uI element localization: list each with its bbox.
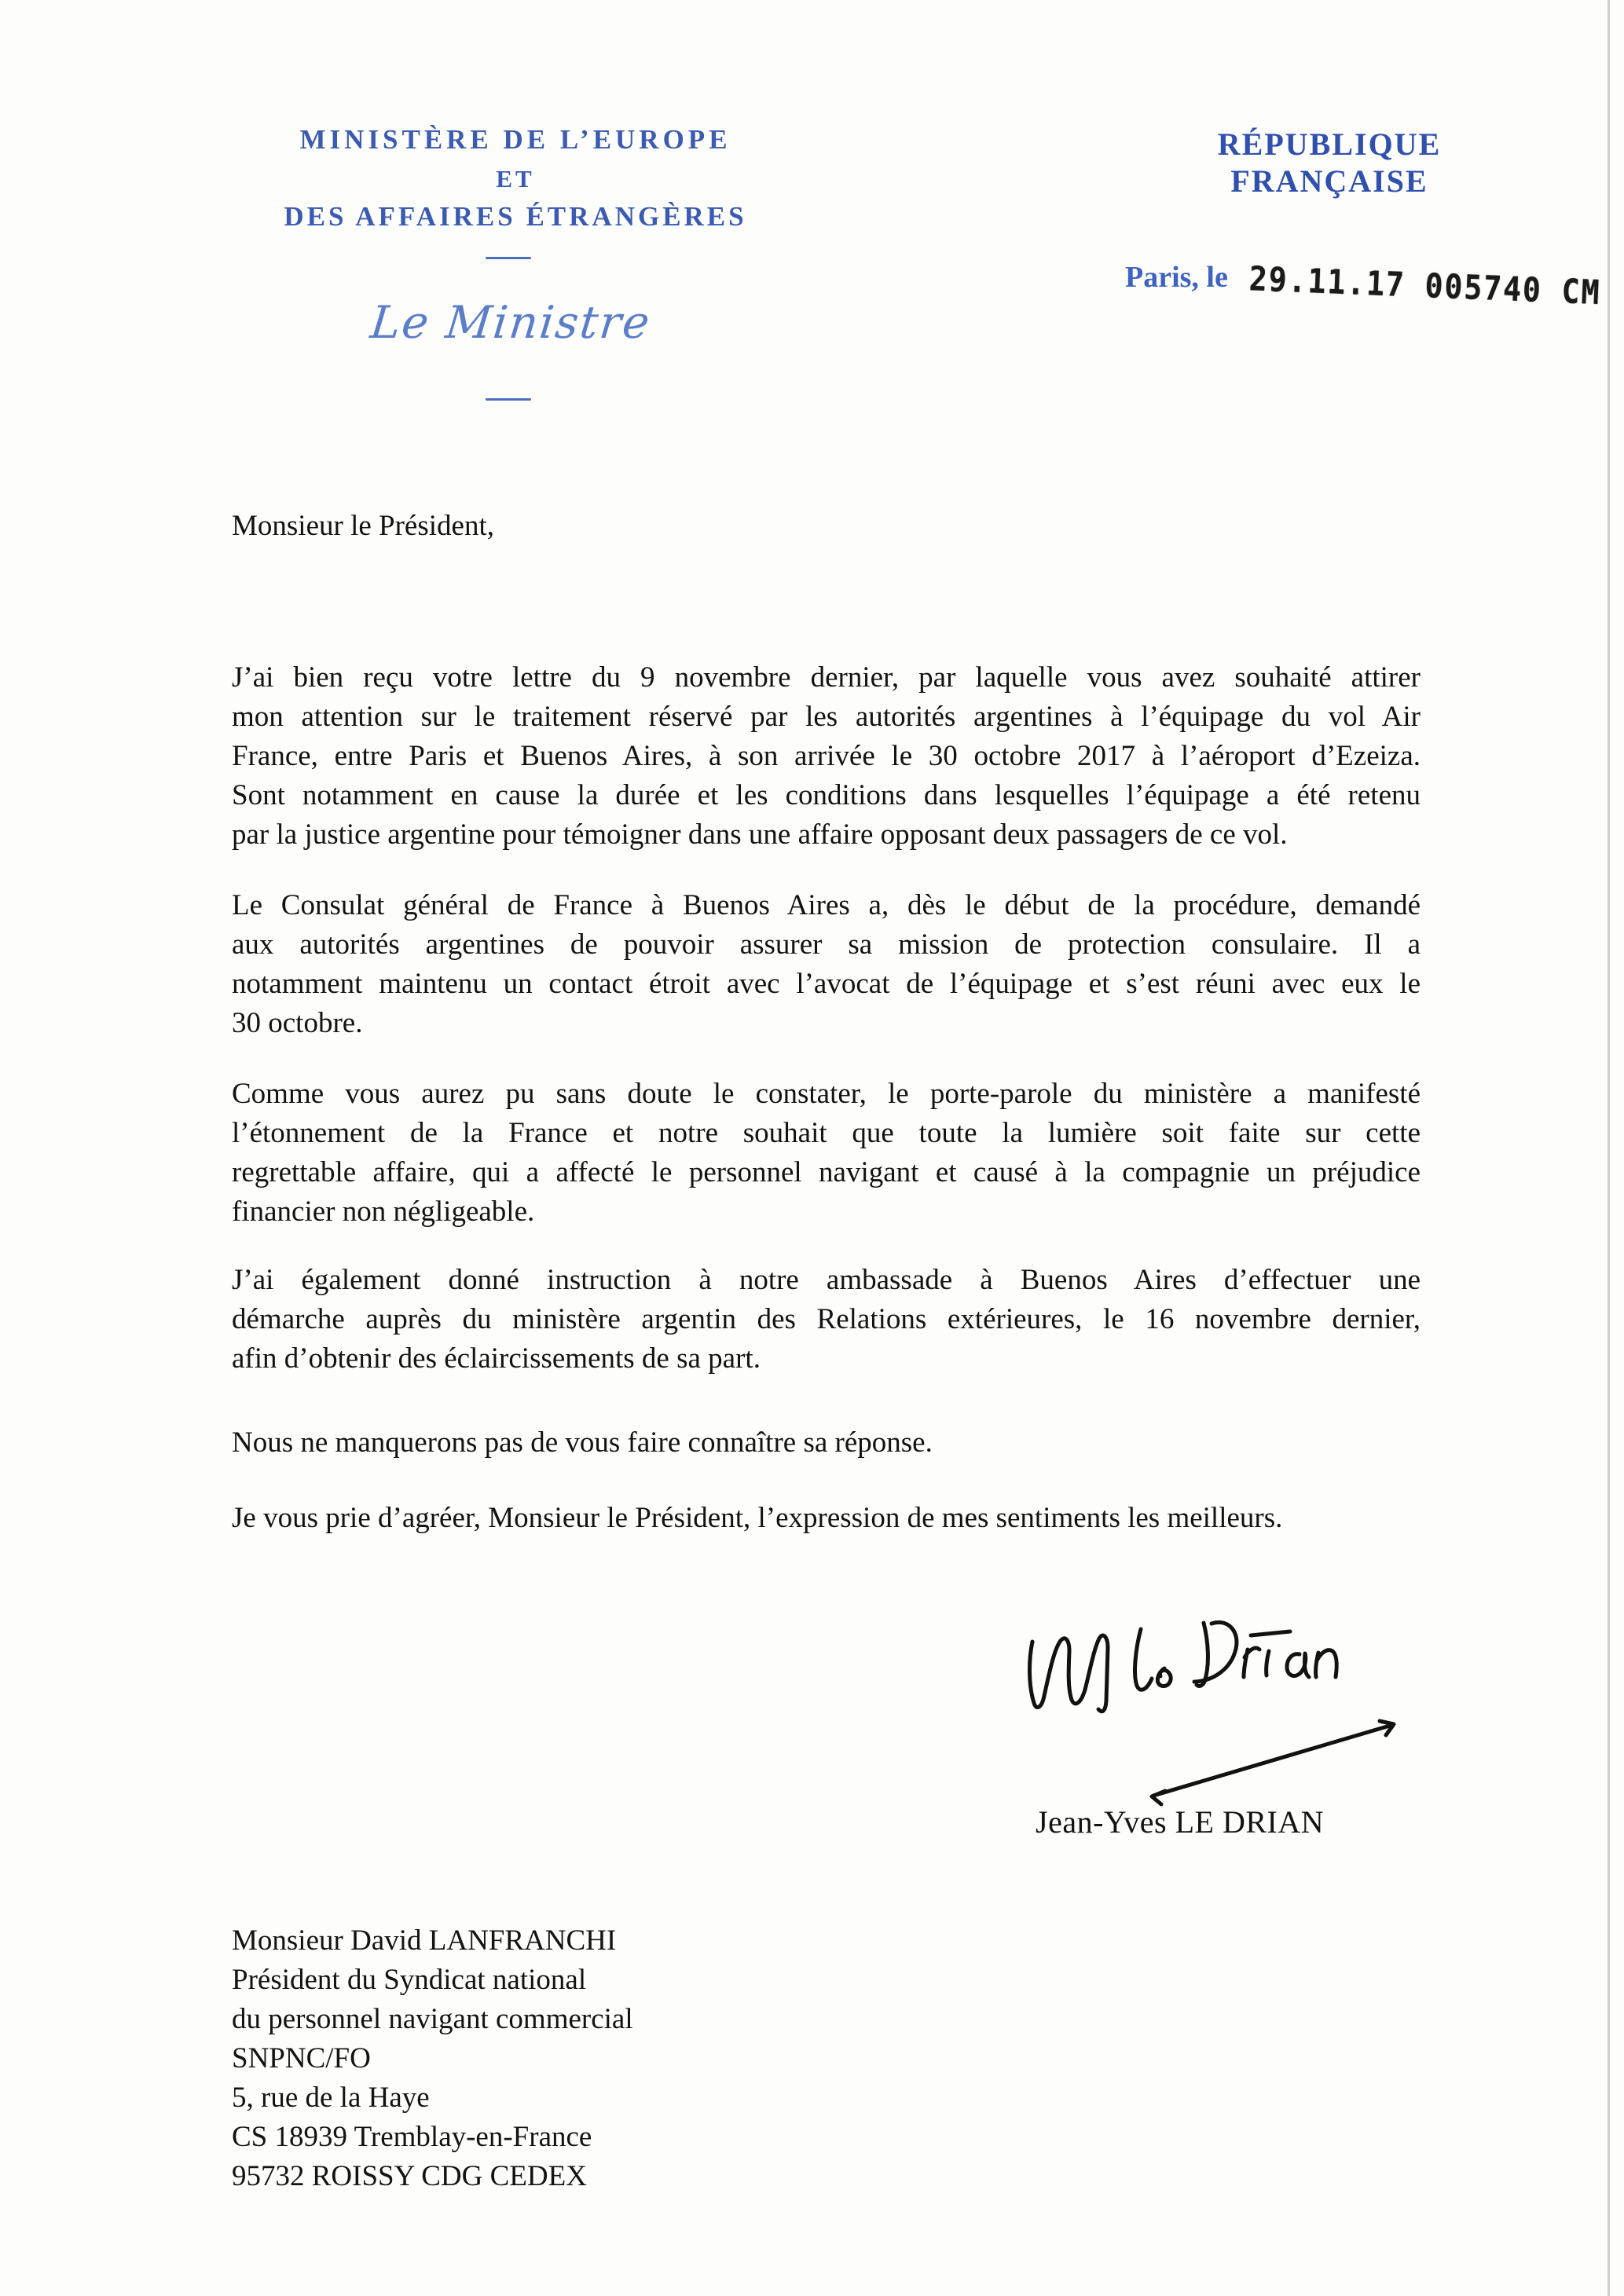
paragraph-line: Comme vous aurez pu sans doute le constater, le porte-parole du ministère a manifesté xyxy=(232,1078,1421,1110)
paragraph-line: Je vous prie d’agréer, Monsieur le Président, l’expression de mes sentiments les meilleurs. xyxy=(232,1502,1283,1534)
paragraph xyxy=(232,1423,1421,1463)
ministry-name-line1: MINISTÈRE DE L’EUROPE xyxy=(299,124,731,155)
paragraph-line: afin d’obtenir des éclaircissements de sa part. xyxy=(232,1342,761,1375)
letterhead-separator-top xyxy=(486,257,531,259)
paragraph-line: France, entre Paris et Buenos Aires, à son arrivée le 30 octobre 2017 à l’aéroport d’Ezeiza. xyxy=(232,740,1421,772)
date-line xyxy=(1125,259,1602,313)
paragraph-line: aux autorités argentines de pouvoir assurer sa mission de protection consulaire. Il a xyxy=(232,928,1421,961)
paragraph-line: Nous ne manquerons pas de vous faire connaître sa réponse. xyxy=(232,1426,933,1459)
paragraph-line: financier non négligeable. xyxy=(232,1196,535,1228)
recipient-line: Monsieur David LANFRANCHI xyxy=(232,1924,617,1957)
paragraph-line: mon attention sur le traitement réservé par les autorités argentines à l’équipage du vol Air xyxy=(232,701,1421,733)
ministry-name-line2: ET xyxy=(496,165,535,192)
signature-stroke-n xyxy=(1316,1650,1337,1677)
paragraph-line: notamment maintenu un contact étroit avec l’avocat de l’équipage et s’est réuni avec eux le xyxy=(232,968,1421,1000)
recipient-line: 5, rue de la Haye xyxy=(232,2082,430,2114)
ministry-letterhead xyxy=(221,124,810,233)
salutation: Monsieur le Président, xyxy=(232,510,494,542)
signature-stroke-le2 xyxy=(1157,1668,1171,1686)
signature-stroke-r xyxy=(1244,1648,1259,1677)
paragraph-line: l’étonnement de la France et notre souhait que toute la lumière soit faite sur cette xyxy=(232,1117,1421,1149)
paragraph-line: par la justice argentine pour témoigner dans une affaire opposant deux passagers de ce vol. xyxy=(232,818,1288,851)
recipient-line: du personnel navigant commercial xyxy=(232,2003,633,2035)
recipient-line: Président du Syndicat national xyxy=(232,1964,587,1996)
letter-body xyxy=(232,507,1421,1538)
paragraph-line: Le Consulat général de France à Buenos Aires a, dès le début de la procédure, demandé xyxy=(232,889,1421,921)
signature-flourish-line xyxy=(1153,1725,1392,1796)
signature-stroke-m xyxy=(1029,1635,1108,1712)
letter-paragraphs xyxy=(232,658,1421,1538)
scan-edge-line xyxy=(1608,0,1610,2296)
signature-stroke-d xyxy=(1197,1623,1208,1686)
signature-flourish-head-left xyxy=(1152,1791,1165,1804)
recipient-line: SNPNC/FO xyxy=(232,2042,371,2074)
signature-stroke-i xyxy=(1267,1651,1269,1675)
paragraph xyxy=(232,1261,1421,1379)
recipient-line: 95732 ROISSY CDG CEDEX xyxy=(232,2160,587,2192)
minister-title-script: Le Ministre xyxy=(368,297,654,349)
paragraph xyxy=(232,658,1421,855)
paragraph-line: J’ai également donné instruction à notre ambassade à Buenos Aires d’effectuer une xyxy=(232,1264,1421,1296)
paragraph xyxy=(232,886,1421,1043)
paragraph xyxy=(232,1075,1421,1232)
republic-title: RÉPUBLIQUE FRANÇAISE xyxy=(1217,126,1442,199)
paragraph-line: 30 octobre. xyxy=(232,1007,363,1039)
letterhead-separator-bottom xyxy=(486,398,531,401)
paragraph xyxy=(232,1499,1421,1538)
signer-printed-name: Jean-Yves LE DRIAN xyxy=(1036,1804,1325,1840)
place-date-label: Paris, le xyxy=(1125,261,1228,294)
signature-stroke-a xyxy=(1287,1653,1309,1677)
signature-stroke-ibar xyxy=(1251,1631,1290,1635)
signature-stroke-d2 xyxy=(1194,1622,1237,1682)
date-stamp: 29.11.17 005740 CM xyxy=(1248,259,1602,313)
signature-stroke-le xyxy=(1135,1629,1152,1690)
ministry-name-line3: DES AFFAIRES ÉTRANGÈRES xyxy=(284,201,747,232)
paragraph-line: Sont notamment en cause la durée et les conditions dans lesquelles l’équipage a été retenu xyxy=(232,779,1421,811)
paragraph-line: démarche auprès du ministère argentin des Relations extérieures, le 16 novembre dernier, xyxy=(232,1303,1421,1335)
recipient-block xyxy=(232,1921,633,2196)
paragraph-line: J’ai bien reçu votre lettre du 9 novembre dernier, par laquelle vous avez souhaité attirer xyxy=(232,661,1421,694)
recipient-line: CS 18939 Tremblay-en-France xyxy=(232,2121,592,2153)
paragraph-line: regrettable affaire, qui a affecté le personnel navigant et causé à la compagnie un préjudice xyxy=(232,1156,1421,1188)
